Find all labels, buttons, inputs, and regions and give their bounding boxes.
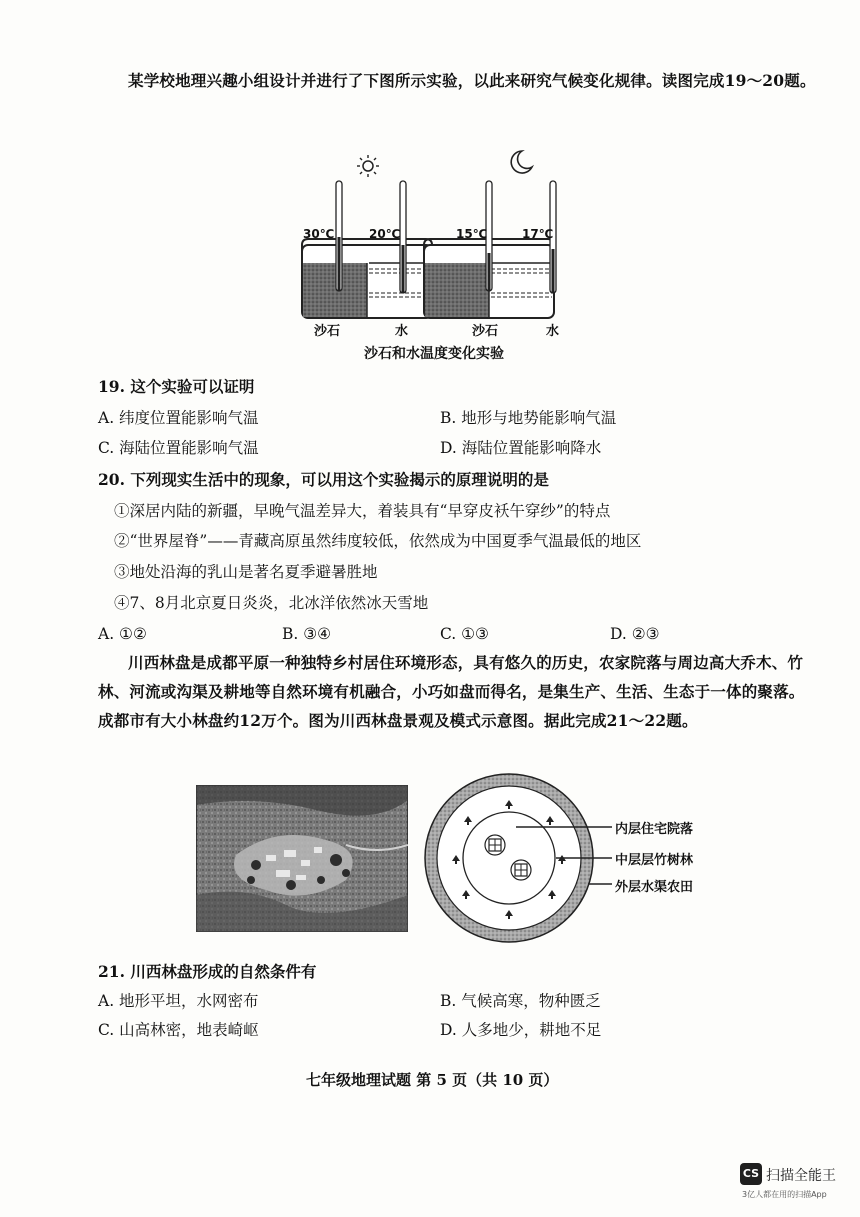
q21-option-c: C. 山高林密，地表崎岖 <box>98 1021 259 1039</box>
q20-item-3: ③地处沿海的乳山是著名夏季避暑胜地 <box>114 563 378 581</box>
label-middle-layer: 中层层竹树林 <box>615 853 694 868</box>
q21-stem: 21. 川西林盘形成的自然条件有 <box>98 962 317 981</box>
day-container <box>302 181 432 318</box>
q20-stem: 20. 下列现实生活中的现象，可以用这个实验揭示的原理说明的是 <box>98 470 549 489</box>
label-sand-night: 沙石 <box>472 324 499 339</box>
linpan-aerial-photo <box>196 785 408 932</box>
label-water-day: 水 <box>395 324 409 339</box>
night-container <box>424 181 556 318</box>
intro-21-22: 川西林盘是成都平原一种独特乡村居住环境形态，具有悠久的历史，农家院落与周边高大乔木、竹林、河流或沟渠及耕地等自然环境有机融合，小巧如盘而得名，是集生产、生活、生态于一体的聚落。成都市有大小林盘约12万个。图为川西林盘景观及模式示意图。据此完成21～22题。 <box>98 653 805 730</box>
temp-sand-day: 30℃ <box>303 227 335 241</box>
intro-19-20: 某学校地理兴趣小组设计并进行了下图所示实验，以此来研究气候变化规律。读图完成19～20题。 <box>128 71 816 90</box>
q21-option-b: B. 气候高寒，物种匮乏 <box>440 992 601 1010</box>
temp-water-day: 20℃ <box>369 227 401 241</box>
temp-water-night: 17℃ <box>522 227 554 241</box>
q20-item-4: ④7、8月北京夏日炎炎，北冰洋依然冰天雪地 <box>114 594 429 612</box>
q19-option-a: A. 纬度位置能影响气温 <box>98 409 259 427</box>
scanner-watermark <box>736 1161 854 1207</box>
label-sand-day: 沙石 <box>314 324 341 339</box>
q20-option-b: B. ③④ <box>282 625 332 643</box>
experiment-caption: 沙石和水温度变化实验 <box>364 346 504 362</box>
scanner-logo-icon: CS <box>740 1163 762 1185</box>
q19-option-c: C. 海陆位置能影响气温 <box>98 439 259 457</box>
q19-option-b: B. 地形与地势能影响气温 <box>440 409 617 427</box>
label-inner-layer: 内层住宅院落 <box>615 822 694 837</box>
sand-fill <box>303 263 367 317</box>
q20-option-c: C. ①③ <box>440 625 489 643</box>
q21-option-d: D. 人多地少，耕地不足 <box>440 1021 602 1039</box>
q20-option-d: D. ②③ <box>610 625 660 643</box>
label-water-night: 水 <box>546 324 560 339</box>
inner-ring <box>463 812 555 904</box>
sand-fill-night <box>425 263 489 317</box>
q19-option-d: D. 海陆位置能影响降水 <box>440 439 602 457</box>
q21-option-a: A. 地形平坦，水网密布 <box>98 992 259 1010</box>
scanner-tagline: 3亿人都在用的扫描App <box>742 1190 827 1199</box>
temp-sand-night: 15℃ <box>456 227 488 241</box>
q20-option-a: A. ①② <box>98 625 147 643</box>
q20-item-1: ①深居内陆的新疆，早晚气温差异大，着装具有“早穿皮袄午穿纱”的特点 <box>114 502 611 520</box>
moon-icon <box>511 151 532 173</box>
sun-icon <box>357 155 379 177</box>
experiment-figure <box>296 145 566 350</box>
page-footer: 七年级地理试题 第 5 页（共 10 页） <box>306 1071 559 1089</box>
linpan-pattern-diagram <box>416 770 836 950</box>
q19-stem: 19. 这个实验可以证明 <box>98 377 255 396</box>
label-outer-layer: 外层水渠农田 <box>615 880 694 895</box>
scanner-app-name: 扫描全能王 <box>766 1168 836 1184</box>
q20-item-2: ②“世界屋脊”——青藏高原虽然纬度较低，依然成为中国夏季气温最低的地区 <box>114 532 642 550</box>
